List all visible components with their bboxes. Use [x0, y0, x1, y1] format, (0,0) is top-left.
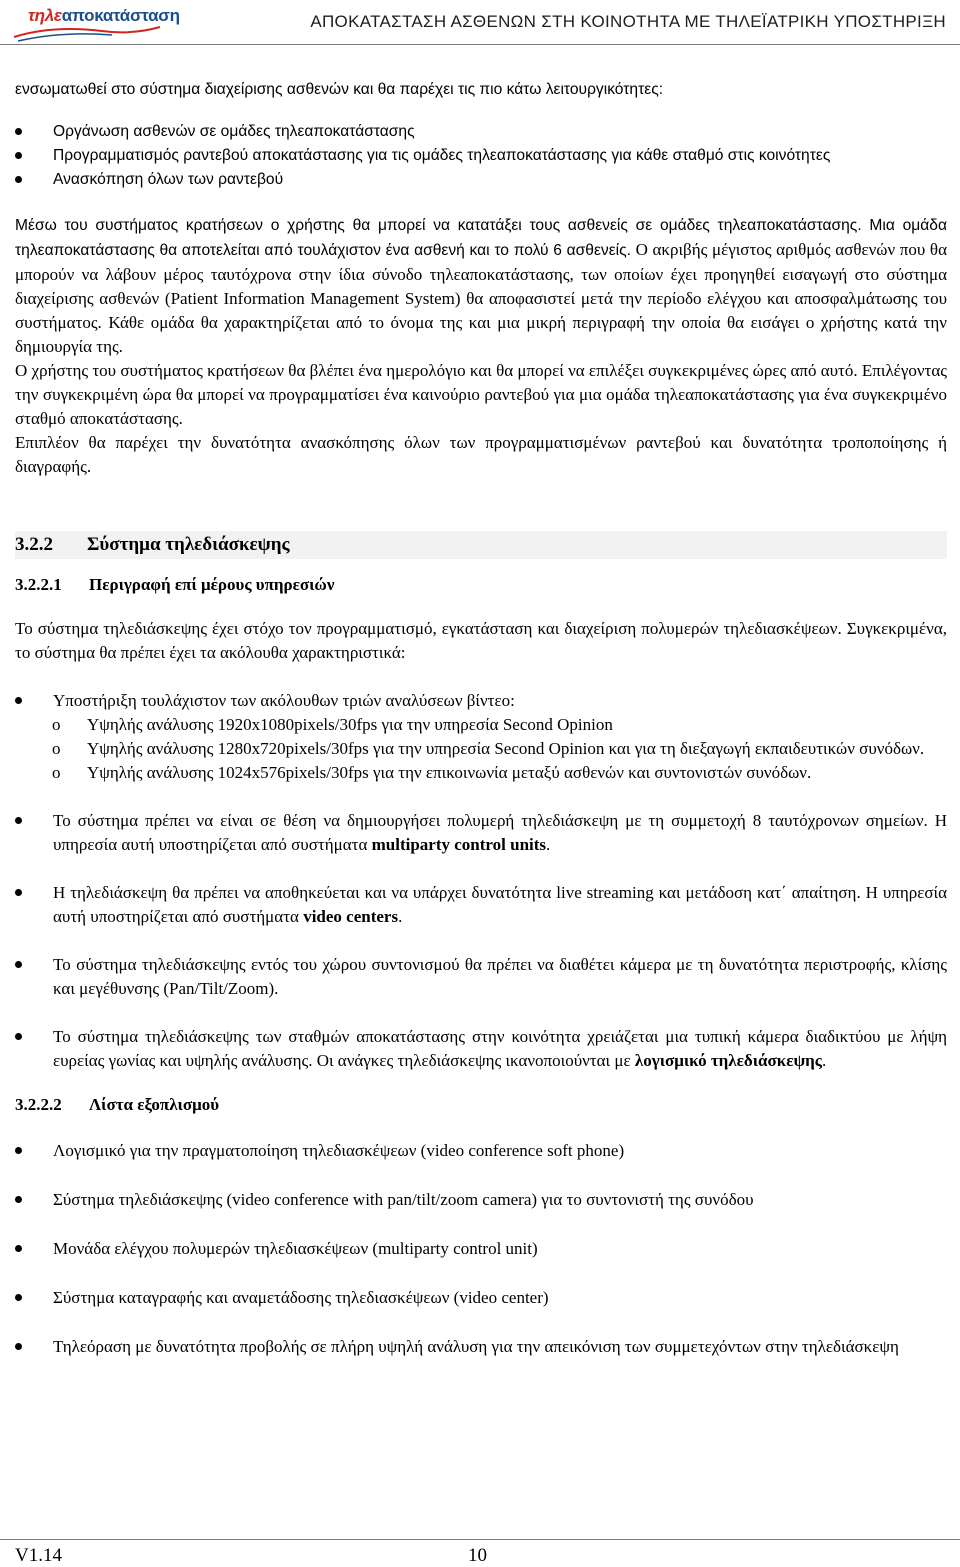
list-item [15, 761, 947, 785]
bullet-icon [15, 1245, 22, 1252]
section-title: Σύστημα τηλεδιάσκεψης [87, 534, 290, 555]
intro-list [15, 120, 947, 192]
logo [12, 3, 180, 41]
subsection-number: 3.2.2.2 [15, 1095, 62, 1114]
list-item-text: Ανασκόπηση όλων των ραντεβού [53, 171, 284, 188]
list-item-text: Λογισμικό για την πραγματοποίηση τηλεδιασκέψεων (video conference soft phone) [53, 1141, 625, 1160]
subsection-heading-2 [15, 1093, 947, 1117]
list-item [15, 1188, 947, 1212]
bullet-icon [15, 1196, 22, 1203]
intro-paragraph-1 [15, 214, 947, 359]
logo-swoosh-icon [12, 23, 162, 43]
bullet-icon [15, 1033, 22, 1040]
resolution-list [15, 713, 947, 785]
list-item-text: Υψηλής ανάλυσης 1920x1080pixels/30fps για την υπηρεσία Second Opinion [87, 715, 613, 734]
list-item-end: . [398, 907, 403, 926]
intro-paragraph-2: Ο χρήστης του συστήματος κρατήσεων θα βλέπει ένα ημερολόγιο και θα μπορεί να επιλέξει συγκεκριμένες ώρες από αυτό. Επιλέγοντας την συγκεκριμένη ώρα θα μπορεί να προγραμματίσει ένα καινούριο ραντεβού για μια ομάδα τηλεαποκατάστασης για ένα συγκεκριμένο σταθμό αποκατάστασης. [15, 361, 947, 428]
paragraph-serif-part: Ο ακριβής μέγιστος αριθμός ασθενών που θα μπορούν να λάβουν μέρος ταυτόχρονα στην ίδια σύνοδο τηλεαποκατάστασης, των οποίων έχει προηγηθεί εισαγωγή στο σύστημα διαχείρισης ασθενών (Patient Information Management System) θα αποφασιστεί μετά την περίοδο ελέγχου και αποσφαλμάτωσης του συστήματος. Κάθε ομάδα θα χαρακτηρίζεται από το όνομα της και μια μικρή περιγραφή την οποία θα εισάγει ο χρήστης κατά την δημιουργία της. [15, 240, 947, 356]
page-footer [0, 1539, 960, 1567]
bullet-icon [15, 697, 22, 704]
list-item [15, 737, 947, 761]
list-item-end: . [821, 1051, 827, 1070]
section-heading [15, 531, 947, 559]
list-item [15, 1335, 947, 1359]
features-list [15, 689, 947, 1073]
list-item [15, 168, 947, 192]
list-item [15, 1025, 947, 1073]
list-item-text: Προγραμματισμός ραντεβού αποκατάστασης για τις ομάδες τηλεαποκατάστασης για κάθε σταθμό στις κοινότητες [53, 147, 831, 164]
list-item [15, 881, 947, 929]
header-divider [0, 44, 960, 45]
sub-bullet-marker: o [52, 739, 61, 758]
subsection-heading-1 [15, 573, 947, 597]
list-item-text: Σύστημα καταγραφής και αναμετάδοσης τηλεδιασκέψεων (video center) [53, 1288, 549, 1307]
paragraph-sans-part: Μέσω του συστήματος κρατήσεων ο χρήστης θα μπορεί να κατατάξει τους ασθενείς σε ομάδες τηλεαποκατάστασης. Μια ομάδα τηλεαποκατάστασης θα αποτελείται από τουλάχιστον ένα ασθενή και το πολύ 6 ασθενείς. [15, 217, 947, 259]
logo-prefix: τηλε [28, 6, 62, 25]
list-item [15, 689, 947, 785]
sub-bullet-marker: o [52, 763, 61, 782]
bullet-icon [15, 1294, 22, 1301]
list-item-end: . [546, 835, 551, 854]
list-item [15, 1237, 947, 1261]
list-item-text: Υψηλής ανάλυσης 1024x576pixels/30fps για την επικοινωνία μεταξύ ασθενών και συντονιστών συνόδων. [87, 763, 812, 782]
emphasis-text: multiparty control units [371, 835, 547, 854]
bullet-icon [15, 889, 22, 896]
footer-divider [0, 1539, 960, 1540]
list-item-text: Η τηλεδιάσκεψη θα πρέπει να αποθηκεύεται και να υπάρχει δυνατότητα live streaming και μετάδοση κατ΄ απαίτηση. Η υπηρεσία αυτή υποστηρίζεται από συστήματα [53, 883, 947, 926]
subsection-title: Περιγραφή επί μέρους υπηρεσιών [89, 575, 335, 594]
bullet-icon [15, 176, 22, 183]
bullet-icon [15, 152, 22, 159]
emphasis-text: λογισμικό τηλεδιάσκεψης [634, 1051, 822, 1070]
equipment-list [15, 1139, 947, 1359]
intro-lead: ενσωματωθεί στο σύστημα διαχείρισης ασθενών και θα παρέχει τις πιο κάτω λειτουργικότητες: [15, 81, 664, 98]
bullet-icon [15, 1343, 22, 1350]
logo-text [28, 6, 180, 26]
bullet-icon [15, 1147, 22, 1154]
list-item [15, 1139, 947, 1163]
document-body [15, 78, 947, 1359]
page-header [0, 0, 960, 46]
subsection-title: Λίστα εξοπλισμού [89, 1095, 220, 1114]
subsection-number: 3.2.2.1 [15, 575, 62, 594]
page-number: 10 [468, 1545, 487, 1566]
sub-bullet-marker: o [52, 715, 61, 734]
list-item-text: Μονάδα ελέγχου πολυμερών τηλεδιασκέψεων (multiparty control unit) [53, 1239, 538, 1258]
list-item [15, 713, 947, 737]
subsection-paragraph: Το σύστημα τηλεδιάσκεψης έχει στόχο τον προγραμματισμό, εγκατάσταση και διαχείριση πολυμερών τηλεδιασκέψεων. Συγκεκριμένα, το σύστημα θα πρέπει έχει τα ακόλουθα χαρακτηριστικά: [15, 619, 947, 662]
list-item-text: Υψηλής ανάλυσης 1280x720pixels/30fps για την υπηρεσία Second Opinion και για τη διεξαγωγή εκπαιδευτικών συνόδων. [87, 739, 925, 758]
list-item [15, 953, 947, 1001]
emphasis-text: video centers [303, 907, 399, 926]
list-item [15, 120, 947, 144]
logo-suffix: αποκατάσταση [61, 6, 180, 25]
version-label: V1.14 [15, 1545, 62, 1566]
list-item-text: Το σύστημα πρέπει να είναι σε θέση να δημιουργήσει πολυμερή τηλεδιάσκεψη με τη συμμετοχή 8 ταυτόχρονων σημείων. Η υπηρεσία αυτή υποστηρίζεται από συστήματα [53, 811, 947, 854]
intro-paragraph-3: Επιπλέον θα παρέχει την δυνατότητα ανασκόπησης όλων των προγραμματισμένων ραντεβού και δυνατότητα τροποποίησης ή διαγραφής. [15, 433, 947, 476]
bullet-icon [15, 817, 22, 824]
header-title: ΑΠΟΚΑΤΑΣΤΑΣΗ ΑΣΘΕΝΩΝ ΣΤΗ ΚΟΙΝΟΤΗΤΑ ΜΕ ΤΗΛΕΪΑΤΡΙΚΗ ΥΠΟΣΤΗΡΙΞΗ [310, 12, 946, 31]
list-item [15, 809, 947, 857]
bullet-icon [15, 961, 22, 968]
list-item-text: Το σύστημα τηλεδιάσκεψης εντός του χώρου συντονισμού θα πρέπει να διαθέτει κάμερα με τη δυνατότητα περιστροφής, κλίσης και μεγέθυνσης (Pan/Tilt/Zoom). [53, 955, 947, 998]
list-item [15, 1286, 947, 1310]
list-item-text: Το σύστημα τηλεδιάσκεψης των σταθμών αποκατάστασης στην κοινότητα χρειάζεται μια τυπική κάμερα διαδικτύου με λήψη ευρείας γωνίας και υψηλής ανάλυσης. Οι ανάγκες τηλεδιάσκεψης ικανοποιούνται με [53, 1027, 947, 1070]
list-item-text: Τηλεόραση με δυνατότητα προβολής σε πλήρη υψηλή ανάλυση για την απεικόνιση των συμμετεχόντων στην τηλεδιάσκεψη [53, 1337, 899, 1356]
section-number: 3.2.2 [15, 534, 53, 555]
list-item-text: Σύστημα τηλεδιάσκεψης (video conference with pan/tilt/zoom camera) για το συντονιστή της συνόδου [53, 1190, 754, 1209]
list-item-text: Οργάνωση ασθενών σε ομάδες τηλεαποκατάστασης [53, 123, 415, 140]
bullet-icon [15, 128, 22, 135]
list-item [15, 144, 947, 168]
list-item-text: Υποστήριξη τουλάχιστον των ακόλουθων τριών αναλύσεων βίντεο: [53, 691, 515, 710]
